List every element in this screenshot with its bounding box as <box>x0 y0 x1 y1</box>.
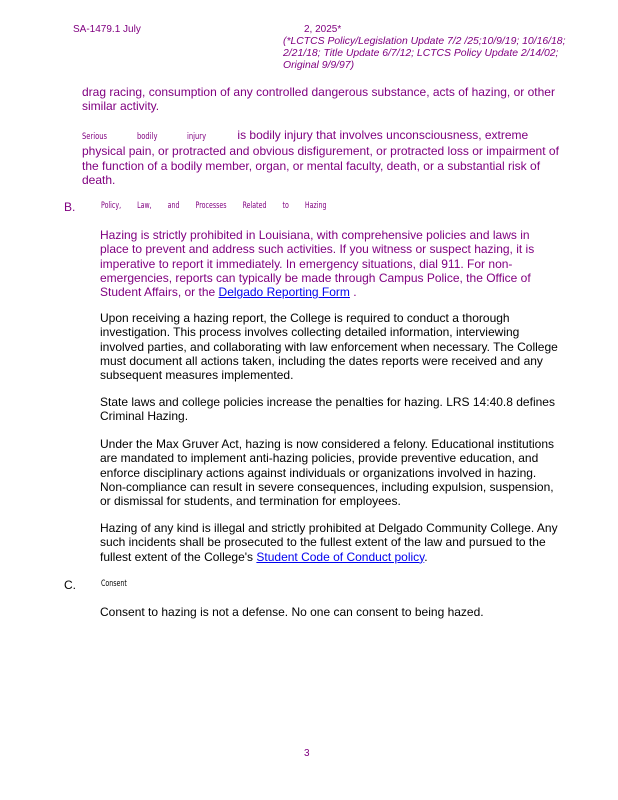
delgado-reporting-form-link[interactable]: Delgado Reporting Form <box>218 285 350 300</box>
document-date: 2, 2025* <box>304 24 342 35</box>
section-c-consent-paragraph: Consent to hazing is not a defense. No one can consent to being hazed. <box>100 605 484 619</box>
reporting-text: Hazing is strictly prohibited in Louisiana, with comprehensive policies and laws in place to prevent and address such activities. If you witness or suspect hazing, it is imperative to report it immediately. In emergency situations, dial 911. For non-emergencies, reports can typically be made through Campus Police, the Office of Student Affairs, or the <box>100 228 535 300</box>
section-b-investigation-paragraph: Upon receiving a hazing report, the College is required to conduct a thorough investigation. This process involves collecting detailed information, interviewing involved parties, and collaborating with law enforcement when necessary. The College must document all actions taken, including the dates reports were received and any subsequent measures implemented. <box>100 311 558 383</box>
section-b-prohibition-paragraph <box>100 521 560 564</box>
reporting-text-end: . <box>349 285 357 300</box>
prohibition-text: Hazing of any kind is illegal and strictly prohibited at Delgado Community College. Any such incidents shall be prosecuted to the fullest extent of the law and pursued to the fullest extent of the College's <box>100 521 558 564</box>
section-b-state-laws-paragraph: State laws and college policies increase the penalties for hazing. LRS 14:40.8 defines Criminal Hazing. <box>100 395 555 424</box>
definition-term-word: Serious <box>82 132 108 142</box>
definition-text: is bodily injury that involves unconsciousness, extreme physical pain, or protracted and obvious disfigurement, or protracted loss or impairment of the function of a bodily member, organ, or mental faculty, death, or a substantial risk of death. <box>82 128 559 187</box>
section-b-title: Policy, Law, and Processes Related to Hazing <box>101 201 327 211</box>
section-c-title: Consent <box>101 579 127 589</box>
prohibition-text-end: . <box>424 549 428 564</box>
student-code-of-conduct-link[interactable]: Student Code of Conduct policy <box>256 549 425 564</box>
document-id: SA-1479.1 July <box>73 24 141 35</box>
section-b-reporting-paragraph <box>100 228 550 299</box>
revision-history-note: (*LCTCS Policy/Legislation Update 7/2 /25;10/9/19; 10/16/18; 2/21/18; Title Update 6/7/12; LCTCS Policy Update 2/14/02; Original 9/9/97) <box>283 36 566 71</box>
section-b-letter: B. <box>64 200 76 214</box>
intro-continuation-paragraph: drag racing, consumption of any controlled dangerous substance, acts of hazing, or other similar activity. <box>82 85 555 114</box>
page-number: 3 <box>304 748 310 759</box>
definition-term-word: injury <box>186 132 206 142</box>
definition-term-word: bodily <box>137 132 158 142</box>
section-b-max-gruver-paragraph: Under the Max Gruver Act, hazing is now considered a felony. Educational institutions are mandated to implement anti-hazing policies, provide preventive education, and enforce disciplinary actions against individuals or organizations involved in hazing. Non-compliance can result in severe consequences, including expulsion, suspension, or dismissal for students, and termination for employees. <box>100 437 555 509</box>
section-c-letter: C. <box>64 578 76 592</box>
serious-bodily-injury-definition <box>82 128 562 187</box>
